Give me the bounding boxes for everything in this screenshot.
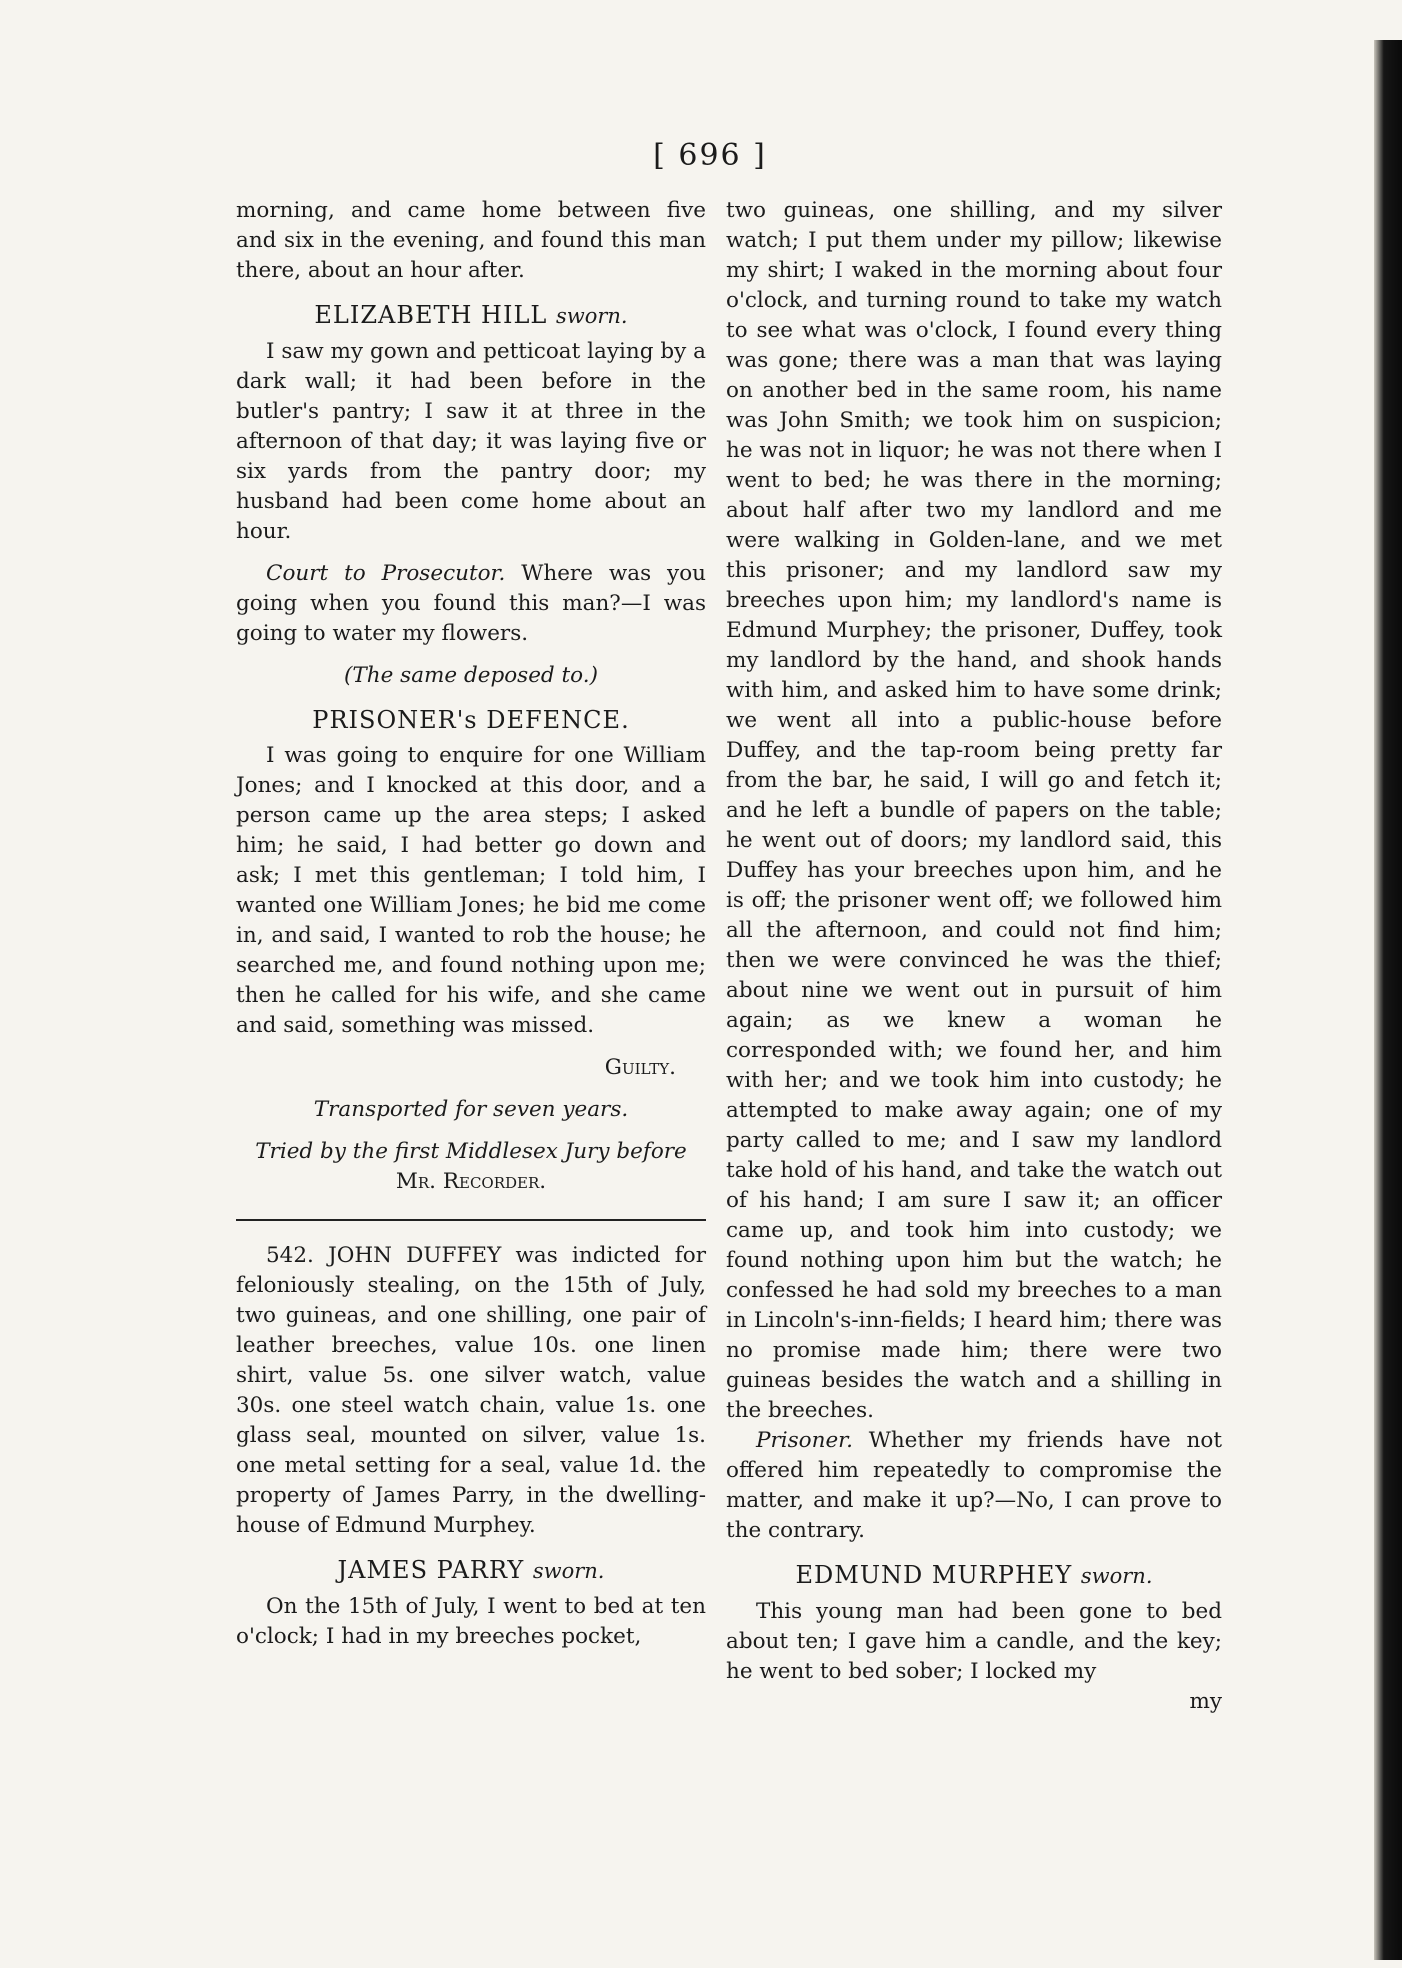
court-question-text: Where was you going when you found this man?—I was going to water my flowers. [236, 561, 706, 646]
case-indictment: 542. JOHN DUFFEY was indicted for feloniously stealing, on the 15th of July, two guineas, and one shilling, one pair of leather breeches, value 10s. one linen shirt, value 5s. one silver watch, value 30s. one steel watch chain, value 1s. one glass seal, mounted on silver, value 1s. one metal setting for a seal, value 1d. the property of James Parry, in the dwelling-house of Edmund Murphey. [236, 1243, 706, 1538]
witness-heading-james-parry [236, 1555, 706, 1586]
witness-name: JAMES PARRY [337, 1556, 525, 1584]
continued-testimony: two guineas, one shilling, and my silver watch; I put them under my pillow; likewise my shirt; I waked in the morning about four o'clock, and turning round to take my watch to see what was o'clock, I found every thing was gone; there was a man that was laying on another bed in the same room, his name was John Smith; we took him on suspicion; he was not in liquor; he was not there when I went to bed; he was there in the morning; about half after two my landlord and me were walking in Golden-lane, and we met this prisoner; and my landlord saw my breeches upon him; my landlord's name is Edmund Murphey; the prisoner, Duffey, took my landlord by the hand, and shook hands with him, and asked him to have some drink; we went all into a public-house before Duffey, and the tap-room being pretty far from the bar, he said, I will go and fetch it; and he left a bundle of papers on the table; he went out of doors; my landlord said, this Duffey has your breeches upon him, and he is off; the prisoner went off; we followed him all the afternoon, and could not find him; then we were convinced he was the thief; about nine we went out in pursuit of him again; as we knew a woman he corresponded with; we found her, and him with her; and we took him into custody; he attempted to make away again; one of my party called to me; and I saw my landlord take hold of his hand, and take the watch out of his hand; I am sure I saw it; an officer came up, and took him into custody; we found nothing upon him but the watch; he confessed he had sold my breeches to a man in Lincoln's-inn-fields; I heard him; there was no promise made him; there were two guineas besides the watch and a shilling in the breeches. [726, 198, 1222, 1423]
prisoner-question [726, 1426, 1222, 1546]
right-column [726, 196, 1222, 1717]
defence-heading: PRISONER's DEFENCE. [312, 706, 630, 734]
defence-paragraph: I was going to enquire for one William Jones; and I knocked at this door, and a person came up the area steps; I asked him; he said, I had better go down and ask; I met this gentleman; I told him, I wanted one William Jones; he bid me come in, and said, I wanted to rob the house; he searched me, and found nothing upon me; then he called for his wife, and she came and said, something was missed. [236, 743, 706, 1038]
tried-by-line: Tried by the first Middlesex Jury before [255, 1139, 687, 1164]
sworn-label: sworn. [1080, 1564, 1153, 1588]
witness-heading-edmund-murphey [726, 1560, 1222, 1591]
recorder-line: Mr. Recorder. [395, 1169, 547, 1194]
testimony-paragraph: I saw my gown and petticoat laying by a dark wall; it had been before in the butler's pantry; I saw it at three in the afternoon of that day; it was laying five or six yards from the pantry door; my husband had been come home about an hour. [236, 339, 706, 544]
page-number: [ 696 ] [653, 138, 767, 173]
sworn-label: sworn. [532, 1559, 605, 1583]
continued-paragraph: morning, and came home between five and six in the evening, and found this man there, about an hour after. [236, 198, 706, 283]
testimony-paragraph: On the 15th of July, I went to bed at ten o'clock; I had in my breeches pocket, [236, 1594, 706, 1649]
speaker-label: Prisoner. [756, 1428, 853, 1453]
verdict: Guilty. [604, 1055, 676, 1080]
prisoner-question-text: Whether my friends have not offered him repeatedly to compromise the matter, and make it up?—No, I can prove to the contrary. [726, 1428, 1222, 1543]
witness-name: EDMUND MURPHEY [795, 1561, 1073, 1589]
court-question [236, 559, 706, 649]
witness-name: ELIZABETH HILL [314, 301, 548, 329]
witness-heading-elizabeth-hill [236, 300, 706, 331]
left-column [236, 196, 706, 1652]
same-deposed-note: (The same deposed to.) [344, 663, 598, 688]
catchword: my [1189, 1689, 1222, 1714]
speaker-label: Court to Prosecutor. [266, 561, 506, 586]
section-divider [236, 1219, 706, 1221]
sworn-label: sworn. [555, 304, 628, 328]
testimony-paragraph: This young man had been gone to bed about ten; I gave him a candle, and the key; he went to bed sober; I locked my [726, 1599, 1222, 1684]
sentence: Transported for seven years. [313, 1097, 629, 1122]
book-spine-shadow [1374, 40, 1402, 1960]
